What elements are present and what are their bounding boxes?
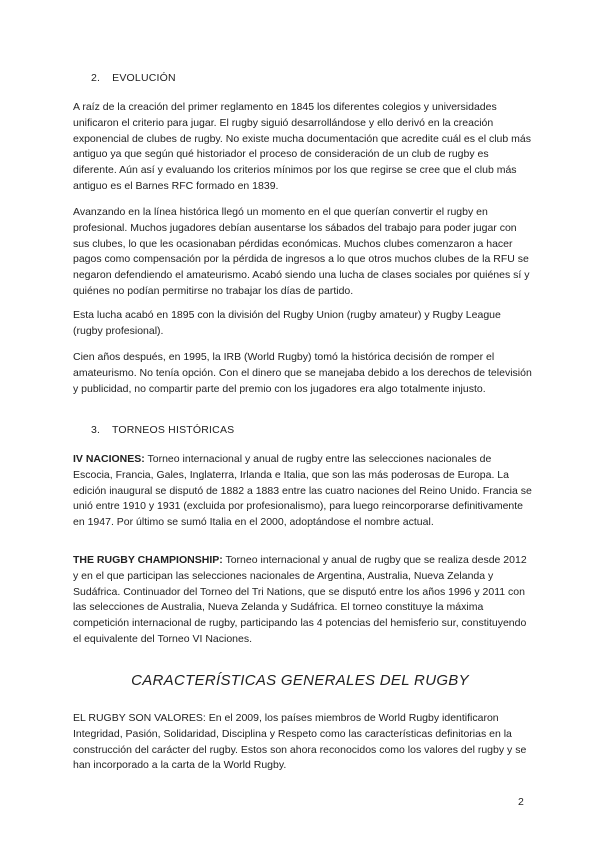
tournament-name: THE RUGBY CHAMPIONSHIP:: [73, 554, 223, 566]
tournament-description: Torneo internacional y anual de rugby entre las selecciones nacionales de Escocia, Francia, Gales, Inglaterra, Irlanda e Italia, que son las más poderosas de Europa. La edición inaugural se disputó de 1882 a 1883 entre las cuatro naciones del Reino Unido. Francia se unió entre 1910 y 1931 (excluida por profesionalismo), para luego reincorporarse definitivamente en 1947. Por último se sumó Italia en el 2000, adoptándose el nombre actual.: [73, 453, 532, 529]
main-title: CARACTERÍSTICAS GENERALES DEL RUGBY: [131, 672, 469, 689]
tournament-description: Torneo internacional y anual de rugby que se realiza desde 2012 y en el que participan las selecciones nacionales de Argentina, Australia, Nueva Zelanda y Sudáfrica. Continuador del Torneo del Tri Nations, que se disputó entre los años 1996 y 2011 con las selecciones de Australia, Nueva Zelanda y Sudáfrica. El torneo constituye la máxima competición internacional de rugby, participando las 4 potencias del hemisferio sur, constituyendo el equivalente del Torneo VI Naciones.: [73, 554, 527, 645]
paragraph-rugby-championship: [73, 553, 533, 648]
paragraph-professionalism: Avanzando en la línea histórica llegó un momento en el que querían convertir el rugby en profesional. Muchos jugadores debían ausentarse los sábados del trabajo para poder jugar con sus clubes, lo que les ocasionaban pérdidas económicas. Muchos clubes comenzaron a hacer pagos como compensación por la pérdida de ingresos a lo que otros muchos clubes de la RFU se negaron defendiendo el amateurismo. Acabó siendo una lucha de clases sociales por quiénes sí y quiénes no podían permitirse no trabajar los días de partido.: [73, 206, 530, 297]
section-heading-evolucion: [91, 72, 176, 84]
paragraph-six-nations: [73, 452, 533, 531]
section-number: 2.: [91, 72, 101, 84]
tournament-name: IV NACIONES:: [73, 453, 145, 465]
section-title: EVOLUCIÓN: [112, 72, 176, 84]
paragraph-origin: A raíz de la creación del primer reglamento en 1845 los diferentes colegios y universidades unificaron el criterio para jugar. El rugby siguió desarrollándose y ello derivó en la creación exponencial de clubes de rugby. No existe mucha documentación que acredite cuál es el club más antiguo ya que según qué historiador el proceso de consideración de un club de rugby es diferente. Aún así y evaluando los criterios mínimos por los que regirse se cree que el club más antiguo es el Barnes RFC formado en 1839.: [73, 101, 531, 192]
paragraph-values: EL RUGBY SON VALORES: En el 2009, los países miembros de World Rugby identificaron Integridad, Pasión, Solidaridad, Disciplina y Respeto como las características definitorias en la construcción del carácter del rugby. Estos son ahora reconocidos como los valores del rugby y se han incorporado a la carta de la World Rugby.: [73, 712, 527, 772]
paragraph-division: Esta lucha acabó en 1895 con la división del Rugby Union (rugby amateur) y Rugby League (rugby profesional).: [73, 309, 501, 337]
page-number: 2: [518, 796, 524, 808]
section-heading-torneos: [91, 424, 234, 436]
paragraph-irb: Cien años después, en 1995, la IRB (World Rugby) tomó la histórica decisión de romper el amateurismo. No tenía opción. Con el dinero que se manejaba debido a los derechos de televisión y publicidad, no compartir parte del premio con los jugadores era algo totalmente injusto.: [73, 351, 532, 395]
section-title: TORNEOS HISTÓRICAS: [111, 424, 235, 436]
section-number: 3.: [91, 424, 101, 436]
